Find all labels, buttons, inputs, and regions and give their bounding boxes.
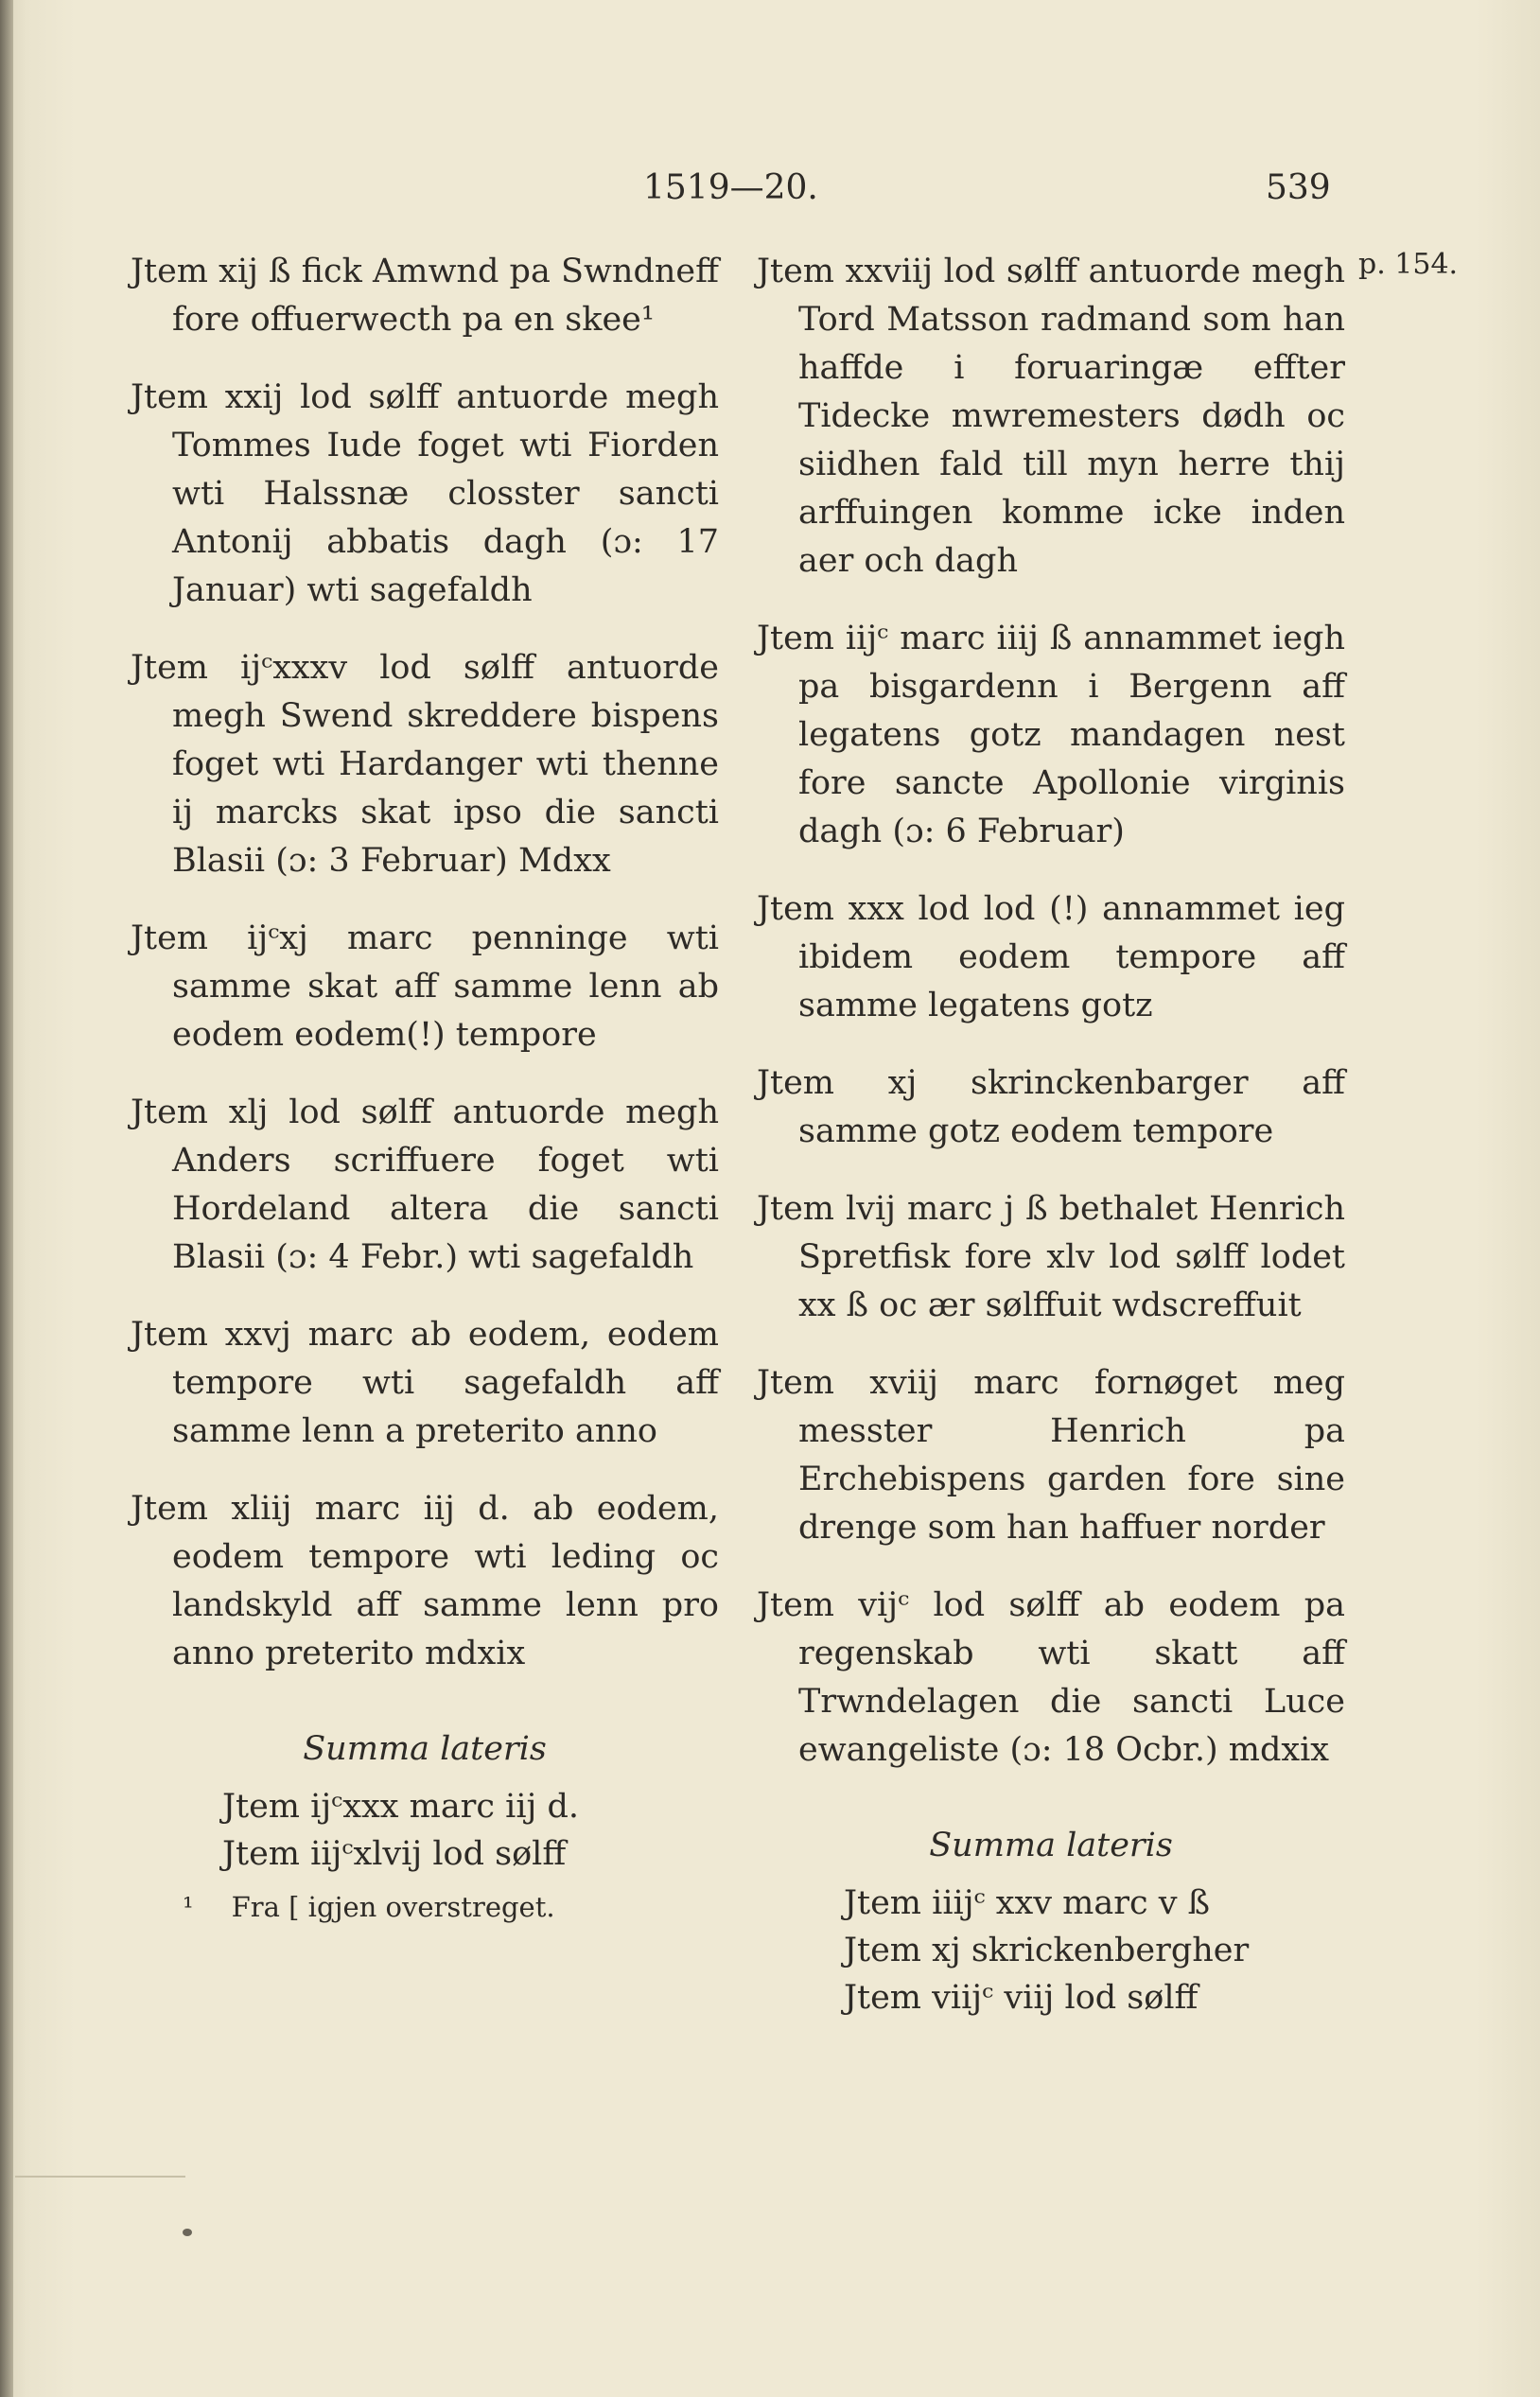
summa-title: Summa lateris: [303, 1730, 547, 1768]
ledger-entry: Jtem vijᶜ lod sølff ab eodem pa regenskab wti skatt aff Trwndelagen die sancti Luce ewangeliste (ɔ: 18 Ocbr.) mdxix: [757, 1586, 1345, 1769]
header-year: 1519—20.: [643, 168, 818, 207]
ledger-entry: Jtem iijᶜ marc iiij ß annammet iegh pa bisgardenn i Bergenn aff legatens gotz mandagen nest fore sancte Apollonie virginis dagh (ɔ: 6 Februar): [757, 620, 1345, 850]
ledger-entry: Jtem xij ß fick Amwnd pa Swndneff fore offuerwecth pa en skee¹: [131, 253, 719, 339]
ledger-entry: Jtem xxviij lod sølff antuorde megh Tord Matsson radmand som han haffde i foruaringæ effter Tidecke mwremesters dødh oc siidhen fald till myn herre thij arffuingen komme icke inden aer och dagh: [757, 253, 1345, 580]
summa-line: Jtem viijᶜ viij lod sølff: [844, 1979, 1199, 2017]
ledger-entry: Jtem xlj lod sølff antuorde megh Anders scriffuere foget wti Hordeland altera die sancti Blasii (ɔ: 4 Febr.) wti sagefaldh: [131, 1094, 719, 1276]
summa-title: Summa lateris: [929, 1827, 1173, 1864]
ledger-entry: Jtem lvij marc j ß bethalet Henrich Spretfisk fore xlv lod sølff lodet xx ß oc ær sølffuit wdscreffuit: [757, 1190, 1345, 1324]
summa-line: Jtem xj skrickenbergher: [844, 1932, 1250, 1969]
summa-line: Jtem ijᶜxxx marc iij d.: [222, 1788, 580, 1826]
ledger-entry: Jtem xxij lod sølff antuorde megh Tommes Iude foget wti Fiorden wti Halssnæ closster sancti Antonij abbatis dagh (ɔ: 17 Januar) wti sagefaldh: [131, 378, 719, 609]
footnote-mark: ¹: [183, 1891, 194, 1923]
ledger-entry: Jtem xj skrinckenbarger aff samme gotz eodem tempore: [757, 1064, 1345, 1150]
page-number: 539: [1266, 168, 1331, 207]
ledger-entry: Jtem ijᶜxxxv lod sølff antuorde megh Swend skreddere bispens foget wti Hardanger wti thenne ij marcks skat ipso die sancti Blasii (ɔ: 3 Februar) Mdxx: [131, 649, 719, 880]
page-header: [0, 168, 1540, 216]
ledger-entry: Jtem xxvj marc ab eodem, eodem tempore wti sagefaldh aff samme lenn a preterito anno: [131, 1316, 719, 1450]
book-spine: [0, 0, 13, 2397]
ledger-entry: Jtem xxx lod lod (!) annammet ieg ibidem eodem tempore aff samme legatens gotz: [757, 890, 1345, 1024]
margin-reference: p. 154.: [1358, 248, 1459, 281]
right-column: [757, 248, 1345, 2021]
summa-line: Jtem iijᶜxlvij lod sølff: [222, 1835, 567, 1873]
ledger-entry: Jtem ijᶜxj marc penninge wti samme skat aff samme lenn ab eodem eodem(!) tempore: [131, 919, 719, 1054]
ledger-entry: Jtem xviij marc fornøget meg messter Henrich pa Erchebispens garden fore sine drenge som han haffuer norder: [757, 1364, 1345, 1547]
page-edge-mark: [15, 2176, 185, 2178]
footnote-text: Fra [ igjen overstreget.: [231, 1891, 555, 1923]
footnote: [131, 1883, 719, 1932]
ledger-entry: Jtem xliij marc iij d. ab eodem, eodem tempore wti leding oc landskyld aff samme lenn pro anno preterito mdxix: [131, 1490, 719, 1672]
left-column: [131, 248, 719, 1932]
ink-smudge: [183, 2229, 192, 2236]
summa-line: Jtem iiijᶜ xxv marc v ß: [844, 1884, 1210, 1922]
